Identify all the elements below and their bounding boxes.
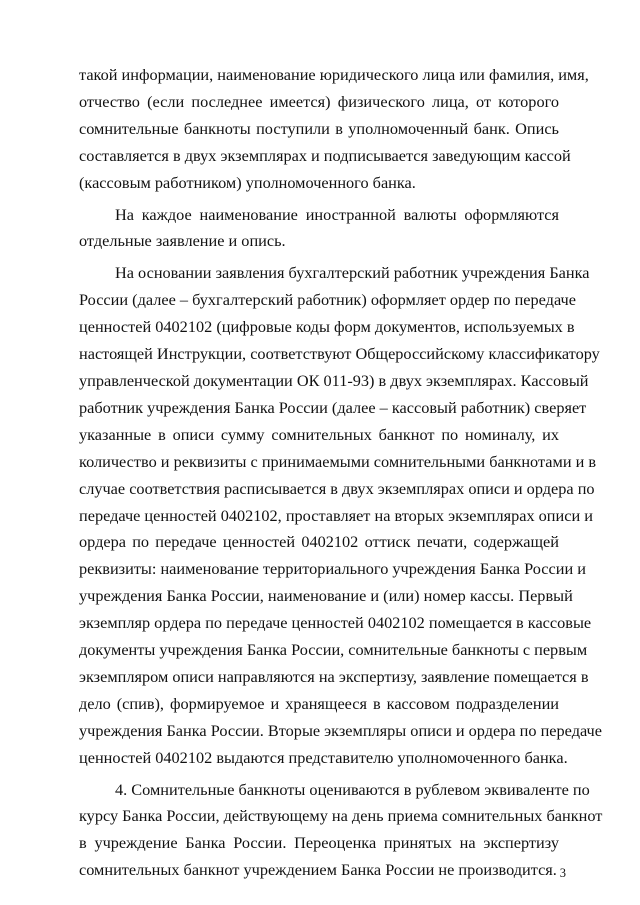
text-line: количество и реквизиты с принимаемыми сомнительными банкнотами и в — [79, 451, 597, 471]
text-line: ценностей 0402102 (цифровые коды форм документов, используемых в — [79, 317, 575, 337]
text-line: отчество (если последнее имеется) физического лица, от которого — [79, 91, 559, 111]
text-line: ценностей 0402102 выдаются представителю уполномоченного банка. — [79, 747, 568, 767]
text-line: учреждения Банка России. Вторые экземпляры описи и ордера по передаче — [79, 720, 602, 740]
paragraph-foreign-currency — [79, 202, 559, 256]
text-line: документы учреждения Банка России, сомнительные банкноты с первым — [79, 640, 588, 660]
paragraph-order-procedure — [79, 260, 602, 771]
text-line: отдельные заявление и опись. — [79, 231, 286, 251]
text-line: экземпляр ордера по передаче ценностей 0402102 помещается в кассовые — [79, 613, 592, 633]
text-line: ордера по передаче ценностей 0402102 оттиск печати, содержащей — [79, 532, 559, 552]
text-line: курсу Банка России, действующему на день приема сомнительных банкнот — [79, 806, 603, 826]
text-line: сомнительные банкноты поступили в уполномоченный банк. Опись — [79, 118, 559, 138]
text-line: (кассовым работником) уполномоченного банка. — [79, 172, 416, 192]
text-line: составляется в двух экземплярах и подписывается заведующим кассой — [79, 145, 571, 165]
text-line: На каждое наименование иностранной валюты оформляются — [115, 204, 559, 224]
text-line: учреждения Банка России, наименование и (или) номер кассы. Первый — [79, 586, 573, 606]
text-line: экземпляром описи направляются на экспертизу, заявление помещается в — [79, 666, 589, 686]
text-line: настоящей Инструкции, соответствуют Общероссийскому классификатору — [79, 344, 600, 364]
text-line: управленческой документации ОК 011-93) в двух экземплярах. Кассовый — [79, 370, 589, 390]
paragraph-continuation — [79, 62, 589, 197]
text-line: России (далее – бухгалтерский работник) оформляет ордер по передаче — [79, 290, 576, 310]
text-line: 4. Сомнительные банкноты оцениваются в рублевом эквиваленте по — [115, 779, 590, 799]
text-line: указанные в описи сумму сомнительных банкнот по номиналу, их — [79, 424, 559, 444]
text-line: в учреждение Банка России. Переоценка принятых на экспертизу — [79, 833, 559, 853]
text-line: работник учреждения Банка России (далее – кассовый работник) сверяет — [79, 397, 587, 417]
text-line: такой информации, наименование юридического лица или фамилия, имя, — [79, 65, 589, 84]
document-body — [79, 62, 603, 884]
paragraph-clause-4 — [79, 777, 603, 885]
text-line: реквизиты: наименование территориального учреждения Банка России и — [79, 559, 586, 579]
text-line: случае соответствия расписывается в двух экземплярах описи и ордера по — [79, 478, 595, 498]
text-line: передаче ценностей 0402102, проставляет на вторых экземплярах описи и — [79, 505, 593, 525]
text-line: сомнительных банкнот учреждением Банка России не производится. — [79, 860, 557, 880]
text-line: дело (спив), формируемое и хранящееся в кассовом подразделении — [79, 693, 559, 713]
text-line: На основании заявления бухгалтерский работник учреждения Банка — [115, 263, 590, 283]
page-number: 3 — [559, 866, 566, 880]
